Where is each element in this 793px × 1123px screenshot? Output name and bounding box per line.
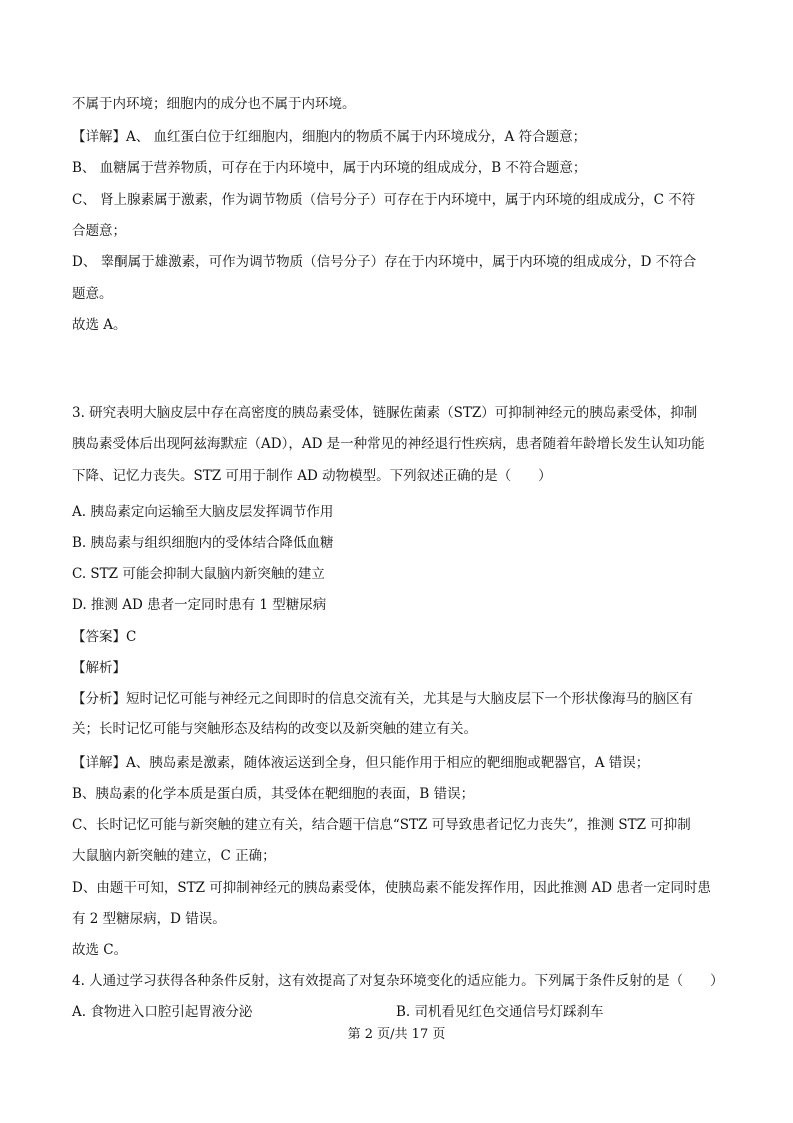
text-line: B、 血糖属于营养物质，可存在于内环境中，属于内环境的组成成分，B 不符合题意； bbox=[72, 160, 587, 176]
text-line: 大鼠脑内新突触的建立，C 正确； bbox=[72, 848, 276, 864]
text-line: 有 2 型糖尿病，D 错误。 bbox=[72, 911, 226, 927]
text-line: 【详解】A、 血红蛋白位于红细胞内，细胞内的物质不属于内环境成分，A 符合题意； bbox=[72, 129, 587, 145]
option-a: A. 胰岛素定向运输至大脑皮层发挥调节作用 bbox=[72, 504, 334, 520]
text-line: C、长时记忆可能与新突触的建立有关，结合题干信息“STZ 可导致患者记忆力丧失”，推测 STZ 可抑制 bbox=[72, 817, 691, 833]
text-line: 关；长时记忆可能与突触形态及结构的改变以及新突触的建立有关。 bbox=[72, 721, 477, 737]
text-line: 故选 A。 bbox=[72, 317, 127, 333]
question-4-stem: 4. 人通过学习获得各种条件反射，这有效提高了对复杂环境变化的适应能力。下列属于条件反射的是（ ） bbox=[72, 973, 724, 989]
option-d: D. 推测 AD 患者一定同时患有 1 型糖尿病 bbox=[72, 597, 327, 613]
text-line: 合题意； bbox=[72, 223, 126, 239]
page-footer: 第 2 页/共 17 页 bbox=[347, 1027, 446, 1042]
text-line: D、 睾酮属于雄激素，可作为调节物质（信号分子）存在于内环境中，属于内环境的组成成分，D 不符合 bbox=[72, 254, 697, 270]
option-a: A. 食物进入口腔引起胃液分泌 bbox=[72, 1004, 253, 1020]
question-3-stem: 3. 研究表明大脑皮层中存在高密度的胰岛素受体，链脲佐菌素（STZ）可抑制神经元的胰岛素受体，抑制 bbox=[72, 405, 698, 421]
option-b: B. 司机看见红色交通信号灯踩刹车 bbox=[396, 1004, 604, 1020]
option-c: C. STZ 可能会抑制大鼠脑内新突触的建立 bbox=[72, 566, 325, 582]
answer-label: 【答案】C bbox=[72, 629, 137, 645]
text-line: 题意。 bbox=[72, 286, 113, 302]
question-3-stem: 下降、记忆力丧失。STZ 可用于制作 AD 动物模型。下列叙述正确的是（ ） bbox=[72, 468, 552, 484]
option-b: B. 胰岛素与组织细胞内的受体结合降低血糖 bbox=[72, 535, 334, 551]
text-line: 不属于内环境；细胞内的成分也不属于内环境。 bbox=[72, 96, 356, 112]
question-3-stem: 胰岛素受体后出现阿兹海默症（AD），AD 是一种常见的神经退行性疾病，患者随着年龄增长发生认知功能 bbox=[72, 436, 705, 452]
text-line: B、胰岛素的化学本质是蛋白质，其受体在靶细胞的表面，B 错误； bbox=[72, 786, 475, 802]
text-line: 【详解】A、胰岛素是激素，随体液运送到全身，但只能作用于相应的靶细胞或靶器官，A 错误； bbox=[72, 755, 650, 771]
analysis-heading: 【解析】 bbox=[72, 660, 126, 676]
text-line: D、由题干可知，STZ 可抑制神经元的胰岛素受体，使胰岛素不能发挥作用，因此推测 AD 患者一定同时患 bbox=[72, 880, 711, 896]
text-line: C、 肾上腺素属于激素，作为调节物质（信号分子）可存在于内环境中，属于内环境的组成成分，C 不符 bbox=[72, 192, 696, 208]
text-line: 故选 C。 bbox=[72, 942, 128, 958]
text-line: 【分析】短时记忆可能与神经元之间即时的信息交流有关，尤其是与大脑皮层下一个形状像海马的脑区有 bbox=[72, 691, 693, 707]
